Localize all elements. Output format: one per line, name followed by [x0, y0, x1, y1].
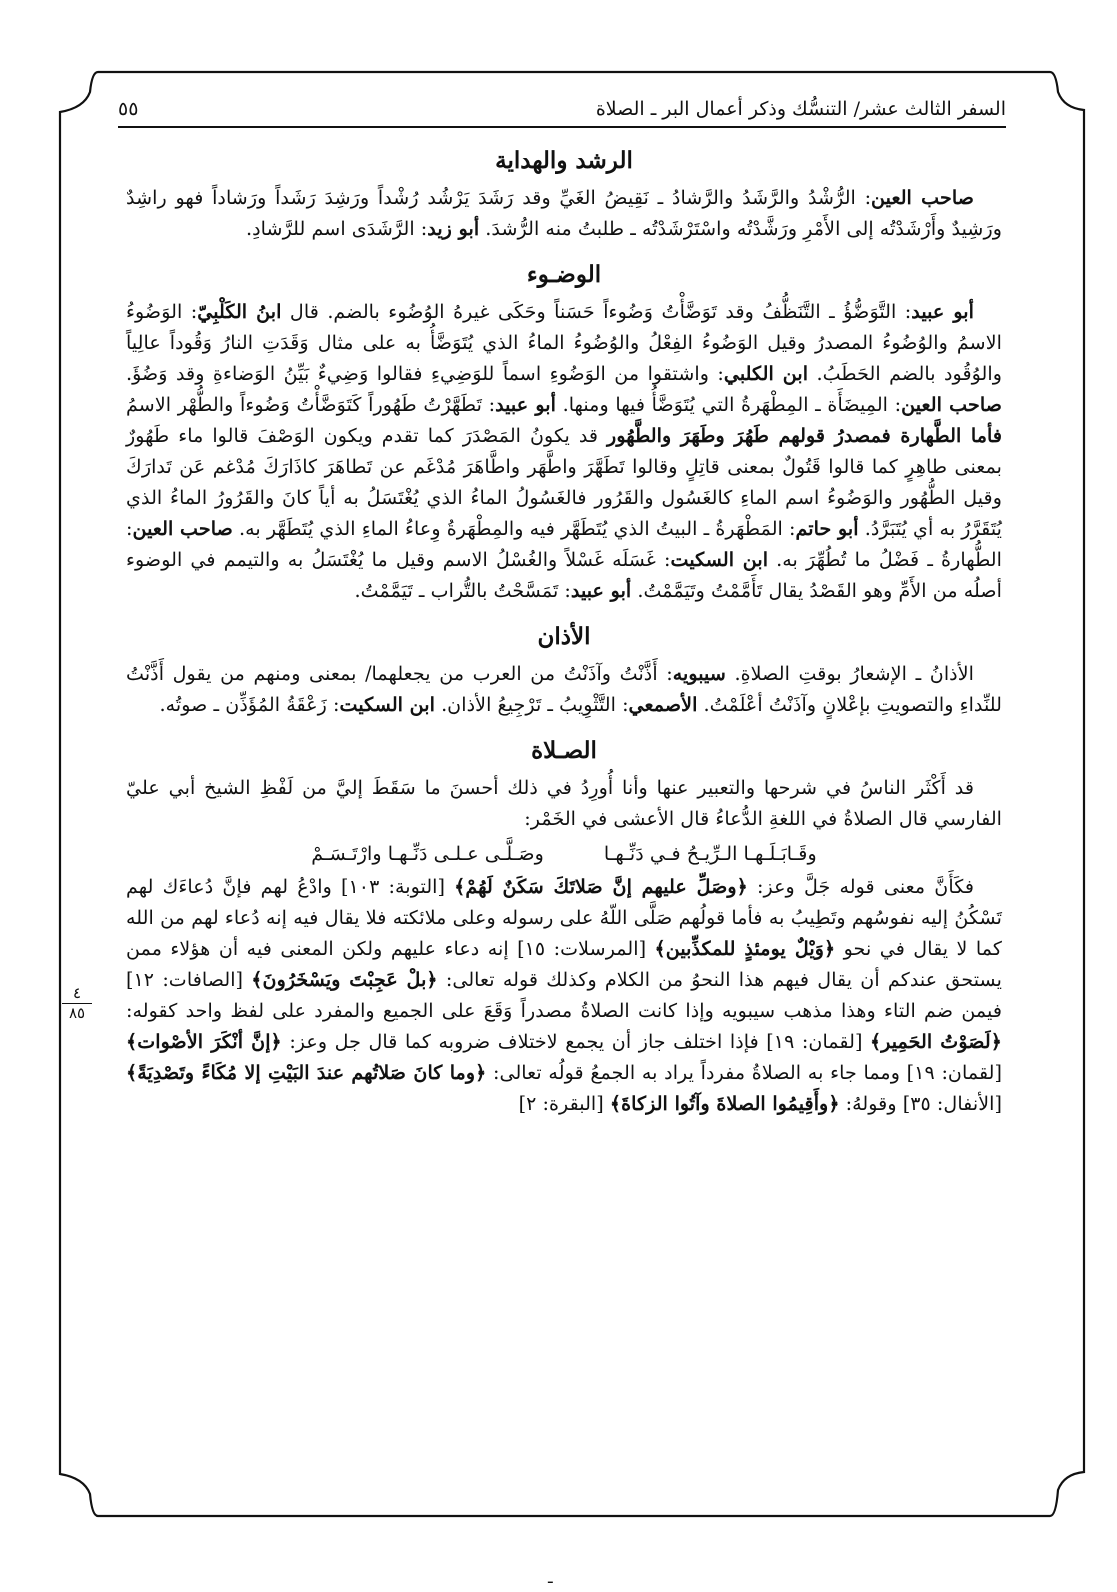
bold-term: ﴿إنَّ أنْكَرَ الأصْوات﴾ — [126, 1030, 282, 1053]
text-run: قد أَكْثَر الناسُ في شرحها والتعبير عنها وأنا أُورِدُ في ذلك أحسنَ ما سَقَطَ إليَّ من لَفْظِ الشيخ أبي عليّ الفارسي قال الصلاةُ في اللغةِ الدُّعاءُ قال الأعشى في الخَمْر: — [126, 776, 1002, 830]
paragraph — [126, 772, 1002, 834]
text-run: [التوبة: ١٠٣] وادْعُ لهم فإنَّ دُعاءَك لهم تَسْكُنُ إليه نفوسُهم وتَطِيبُ به فأما قولُهم صَلَّى اللّهُ على رسوله وعلى ملائكته فلا يقال فيه إنه دُعاء لهم من الله كما لا يقال في نحو — [126, 875, 1002, 960]
bold-term: ﴿لَصَوْتُ الحَمِير﴾ — [869, 1030, 1003, 1053]
text-run: : واشتقوا من الوَضُوءِ اسماً للوَضِيءِ فقالوا وَضِيءٌ بَيِّنُ الوَضاءةِ وقد وَضُؤَ. — [126, 362, 724, 385]
page-number: ٥٥ — [118, 98, 139, 120]
text-run: قد يكونُ المَصْدَرَ كما تقدم ويكون الوَصْفَ قالوا ماء طَهُورٌ بمعنى طاهِرٍ كما قالوا قَتُولٌ بمعنى قاتِلٍ وقالوا تَطَهَّرَ واطَّهَر واطَّاهَرَ مُدْغَم عن تَطاهَرَ كاذَارَكَ مُدْغم عَن تَدارَكَ وقيل الطُّهُور والوَضُوءُ اسم الماءِ كالغَسُول والقَرُور فالغَسُولُ الماءُ الذي يُغْتَسَلُ به أياً كانَ والقَرُورُ الماءُ الذي يُتَقَرَّرُ به أي يُتَبَرَّدُ. — [126, 424, 1002, 540]
section — [126, 144, 1002, 244]
paragraph — [126, 871, 1002, 1119]
section — [126, 734, 1002, 1119]
text-run: : التَّوَضُّؤُ ـ التَّنَظُّفُ وقد تَوَضَّأْتُ وَضُوءاً حَسَناً وحَكَى غيرهُ الوُضُوء بالضم. قال — [281, 300, 912, 323]
text-run: : الرَّشَدَى اسم للرَّشادِ. — [246, 217, 428, 240]
verse-second-hemistich: وصَـلَّـى عـلـى دَنِّـهـا وارْتَـسَـمْ — [311, 842, 544, 865]
text-run: : زَعْقَةُ المُؤَذِّن ـ صوتُه. — [159, 693, 340, 716]
marginal-folio-bottom: ٨٥ — [68, 1004, 86, 1022]
text-run: : الوَضُوءُ الاسمُ والوُضُوءُ المصدرُ وقيل الوَضُوءُ الفِعْلُ والوُضُوءُ الماءُ الذي يُتَوَضَّأُ به على مثال وَقَدَتِ النارُ وَقُوداً عالِياً والوُقُود بالضم الحَطَبُ. — [126, 300, 1002, 385]
text-run: فكَأَنَّ معنى قوله جَلَّ وعز: — [747, 875, 975, 898]
section-title: الوضـوء — [526, 261, 602, 288]
text-run: [لقمان: ١٩] فإذا اختلف جاز أن يجمع لاختلاف ضروبه كما قال جل وعز: — [281, 1030, 870, 1053]
bold-term: ابن الكلبي — [723, 362, 809, 385]
poetry-verse — [126, 838, 1002, 869]
bold-term: ابنُ الكَلْبِيّ — [197, 300, 282, 323]
bold-term: ﴿وَيْلٌ يومئذٍ للمكذِّبين﴾ — [654, 937, 836, 960]
text-run: [الصافات: ١٢] فيمن ضم التاء وهذا مذهب سيبويه وإذا كانت الصلاةُ مصدراً وَقَعَ على الجميع والمفرد على لفظ واحد كقوله: — [126, 968, 1002, 1022]
bold-term: الأصمعي — [628, 693, 698, 716]
text-run: : تَمَسَّحْتُ بالتُّراب ـ تَيَمَّمْتُ. — [354, 579, 571, 602]
bold-term: صاحب العين — [901, 393, 1003, 416]
text-run: : الطُّهارةُ ـ فَضْلُ ما تُطُهِّرَ به. — [126, 517, 1002, 571]
running-header — [118, 84, 1006, 120]
section-title: الأذان — [537, 623, 591, 650]
main-text — [126, 140, 1002, 1119]
bold-term: أبو حاتم — [795, 517, 859, 540]
paragraph — [126, 296, 1002, 606]
running-title: السفر الثالث عشر/ التنسُّك وذكر أعمال البر ـ الصلاة — [595, 98, 1006, 120]
bold-term: ﴿وما كانَ صَلاتُهم عندَ البَيْتِ إلا مُكَاءً وتَصْدِيَةً﴾ — [126, 1061, 487, 1084]
text-run: [البقرة: ٢] — [518, 1092, 610, 1115]
bold-term: سيبويه — [672, 662, 726, 685]
bold-term: ابن السكيت — [670, 548, 769, 571]
bold-term: ﴿وصَلِّ عليهم إنَّ صَلاتَكَ سَكَنٌ لَهُمْ﴾ — [454, 875, 748, 898]
bold-term: أبو عبيد — [911, 300, 974, 323]
bold-term: صاحب العين — [871, 186, 974, 209]
paragraph — [126, 658, 1002, 720]
marginal-folio-top: ٤ — [72, 984, 82, 1002]
verse-first-hemistich: وقَـابَـلَـهـا الـرِّيـحُ فـي دَنِّـهـا — [603, 842, 817, 865]
text-run: [لقمان: ١٩] ومما جاء به الصلاةُ مفرداً يراد به الجمعُ قولُه تعالى: — [486, 1061, 1002, 1084]
section-title: الصـلاة — [531, 737, 597, 764]
text-run: : التَّثْوِيبُ ـ تَرْجِيعُ الأذان. — [434, 693, 629, 716]
paragraph — [126, 182, 1002, 244]
bold-term: ابن السكيت — [339, 693, 435, 716]
text-run: : تَطَهَّرْتُ طَهُوراً كَتَوَضَّأْتُ وَضُوءاً والطُّهْر الاسمُ — [126, 393, 496, 416]
bold-term: أبو عبيد — [495, 393, 556, 416]
text-run: : أَذَّنْتُ وآذَنْتُ من العرب من يجعلهما/ بمعنى ومنهم من يقول أَذَّنْتُ للنِّداءِ والتصويتِ بإعْلانٍ وآذَنْتُ أعْلَمْتُ. — [126, 662, 1002, 716]
text-run: : المِيضَأَة ـ المِطْهَرةُ التي يُتَوَضَّأُ فيها ومنها. — [555, 393, 902, 416]
bold-term: ﴿بلْ عَجِبْتَ ويَسْخَرُونَ﴾ — [251, 968, 438, 991]
text-run: : الرُّشْدُ والرَّشَدُ والرَّشادُ ـ نَقِيضُ الغَيِّ وقد رَشَدَ يَرْشُد رُشْداً ورَشِدَ رَشَداً ورَشاداً فهو راشِدٌ ورَشِيدٌ وأَرْشَدْتُه إلى الأَمْرِ ورَشَّدْتُه واسْتَرْشَدْتُه ـ طلبتُ منه الرُّشدَ. — [126, 186, 1002, 240]
text-run: الأذانُ ـ الإشعارُ بوقتِ الصلاةِ. — [725, 662, 974, 685]
bold-term: أبو عبيد — [570, 579, 632, 602]
text-run: : غَسَلَه غَسْلاً والغُسْلُ الاسم وقيل ما يُغْتَسَلُ به والتيمم في الوضوء أصلُه من الأَمِّ وهو القَصْدُ يقال تَأَمَّمْتُ وتَيَمَّمْتُ. — [126, 548, 1002, 602]
bold-term: فأما الطَّهارة فمصدرُ قولهم طَهُرَ وطَهَرَ والطَّهُور — [607, 424, 1002, 447]
bold-term: ﴿وأَقِيمُوا الصلاةَ وآتُوا الزكاةَ﴾ — [609, 1092, 840, 1115]
text-run: [الأنفال: ٣٥] وقولهُ: — [839, 1092, 1002, 1115]
marginal-folio-note — [62, 986, 92, 1021]
text-run: [المرسلات: ١٥] إنه دعاء عليهم ولكن المعنى فيه أن هؤلاء ممن يستحق عندكم أن يقال فيهم هذا النحوُ من الكلام وكذلك قوله تعالى: — [126, 937, 1002, 991]
bottom-mark: ـ — [548, 1568, 553, 1587]
section — [126, 620, 1002, 720]
bold-term: أبو زيد — [427, 217, 480, 240]
header-rule — [118, 126, 1006, 128]
section-title: الرشد والهداية — [495, 147, 633, 174]
text-run: : المَطْهَرةُ ـ البيتُ الذي يُتَطَهَّر فيه والمِطْهَرةُ وِعاءُ الماءِ الذي يُتَطَهَّر به. — [232, 517, 796, 540]
bold-term: صاحب العين — [132, 517, 233, 540]
section — [126, 258, 1002, 606]
